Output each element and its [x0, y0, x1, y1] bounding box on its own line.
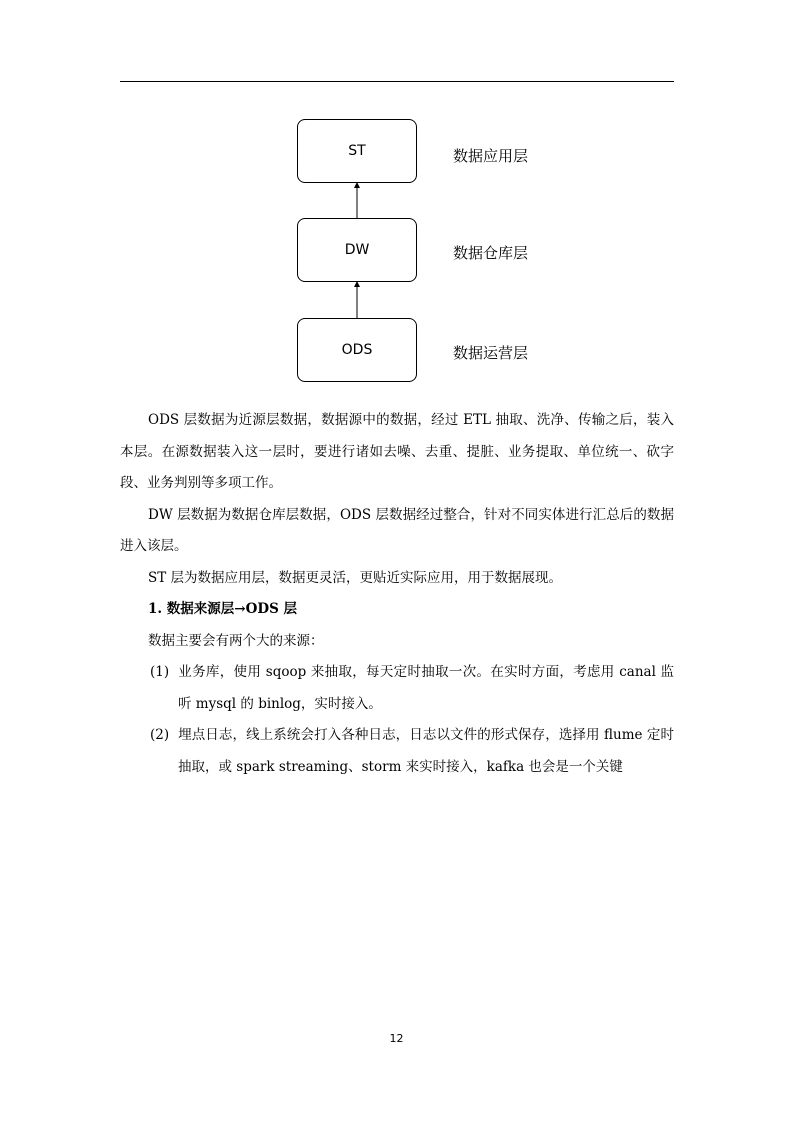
label-warehouse-layer: 数据仓库层: [453, 244, 529, 262]
page-number: 12: [389, 1032, 404, 1045]
box-st-label: ST: [348, 143, 366, 159]
box-st: [297, 119, 417, 183]
label-application-layer: 数据应用层: [453, 147, 529, 165]
header-rule: [120, 81, 674, 82]
paragraph-st: ST 层为数据应用层，数据更灵活，更贴近实际应用，用于数据展现。: [148, 569, 563, 586]
list-item: [120, 720, 674, 783]
list-text: 埋点日志，线上系统会打入各种日志，日志以文件的形式保存，选择用 flume 定时抽取，或 spark streaming、storm 来实时接入，kafka 也会是一个关键: [178, 727, 674, 775]
section-heading: 1. 数据来源层→ODS 层: [148, 601, 298, 617]
body-text: [120, 405, 674, 783]
data-layer-diagram: [290, 112, 550, 392]
paragraph-dw: DW 层数据为数据仓库层数据，ODS 层数据经过整合，针对不同实体进行汇总后的数据进入该层。: [120, 506, 674, 554]
list-text: 业务库，使用 sqoop 来抽取，每天定时抽取一次。在实时方面，考虑用 canal 监听 mysql 的 binlog，实时接入。: [178, 664, 674, 712]
list-number: (1): [150, 664, 170, 680]
list-item: [120, 657, 674, 720]
paragraph-sources-intro: 数据主要会有两个大的来源：: [148, 632, 324, 649]
box-ods: [297, 318, 417, 382]
box-ods-label: ODS: [341, 342, 373, 358]
label-operational-layer: 数据运营层: [453, 344, 529, 362]
box-dw: [297, 218, 417, 282]
box-dw-label: DW: [344, 242, 370, 258]
list-number: (2): [150, 727, 170, 743]
paragraph-ods: ODS 层数据为近源层数据，数据源中的数据，经过 ETL 抽取、洗净、传输之后，装入本层。在源数据装入这一层时，要进行诸如去噪、去重、提脏、业务提取、单位统一、砍字段、业务判别等多项工作。: [120, 412, 674, 491]
